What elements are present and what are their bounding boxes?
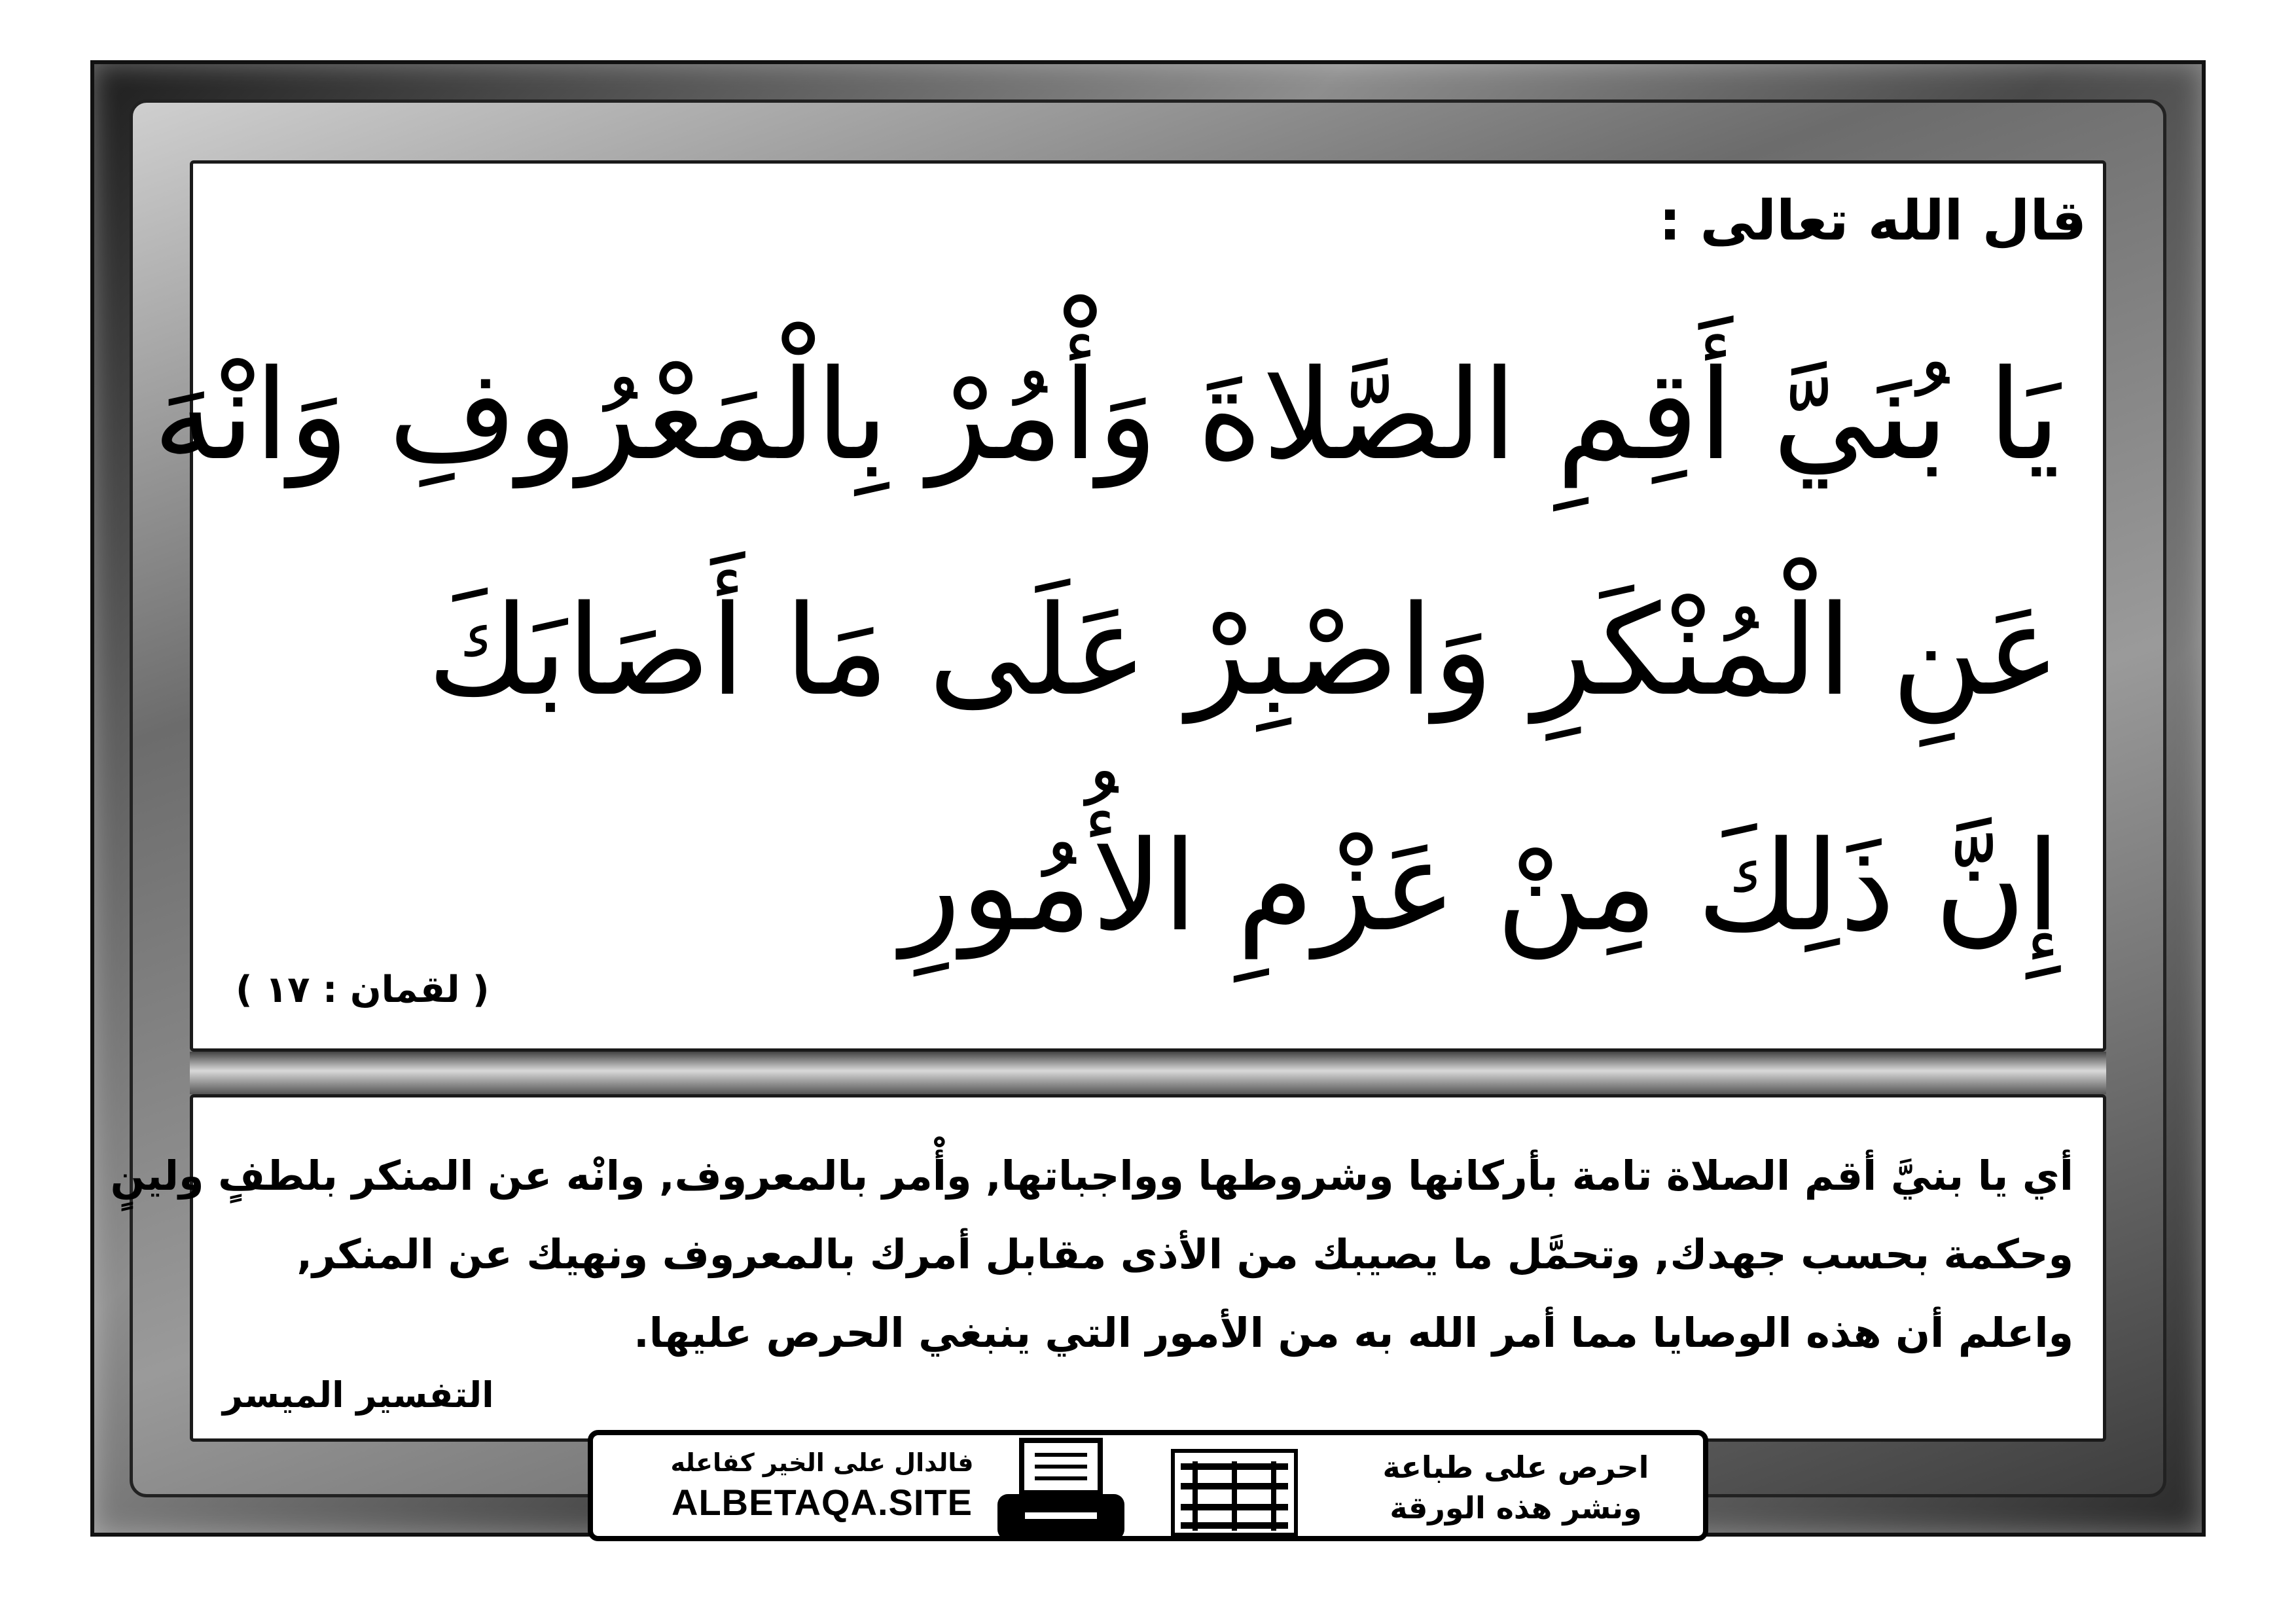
intro-heading: قال الله تعالى : xyxy=(1659,188,2087,253)
albetaqa-logo xyxy=(1169,1447,1300,1539)
tafsir-line-3: واعلم أن هذه الوصايا مما أمر الله به من الأمور التي ينبغي الحرص عليها. xyxy=(634,1309,2073,1357)
print-tip-line-1: احرص على طباعة xyxy=(1382,1450,1649,1485)
tafsir-line-2: وحكمة بحسب جهدك, وتحمَّل ما يصيبك من الأذى مقابل أمرك بالمعروف ونهيك عن المنكر, xyxy=(296,1230,2073,1278)
site-url[interactable]: ALBETAQA.SITE xyxy=(672,1482,973,1523)
site-tagline: فالدال على الخير كفاعله xyxy=(670,1448,974,1477)
footer-bar xyxy=(588,1430,1708,1541)
tafsir-line-1: أي يا بنيَّ أقم الصلاة تامة بأركانها وشروطها وواجباتها, وأْمر بالمعروف, وانْه عن المنكر بلطفٍ ولينٍ xyxy=(110,1152,2073,1200)
verse-reference: ( لقمان : ١٧ ) xyxy=(236,969,490,1011)
verse-line-1: يَا بُنَيَّ أَقِمِ الصَّلاةَ وَأْمُرْ بِالْمَعْرُوفِ وَانْهَ xyxy=(152,343,2060,488)
panel-divider xyxy=(190,1052,2106,1094)
site-block xyxy=(652,1448,992,1524)
tafsir-source: التفسير الميسر xyxy=(223,1374,494,1416)
verse-line-2: عَنِ الْمُنْكَرِ وَاصْبِرْ عَلَى مَا أَصَابَكَ xyxy=(427,579,2060,723)
printer-icon xyxy=(992,1435,1130,1546)
print-tip-line-2: ونشر هذه الورقة xyxy=(1390,1490,1642,1526)
print-tip xyxy=(1352,1447,1679,1528)
verse-line-3: إِنَّ ذَلِكَ مِنْ عَزْمِ الأُمُورِ xyxy=(901,814,2060,959)
